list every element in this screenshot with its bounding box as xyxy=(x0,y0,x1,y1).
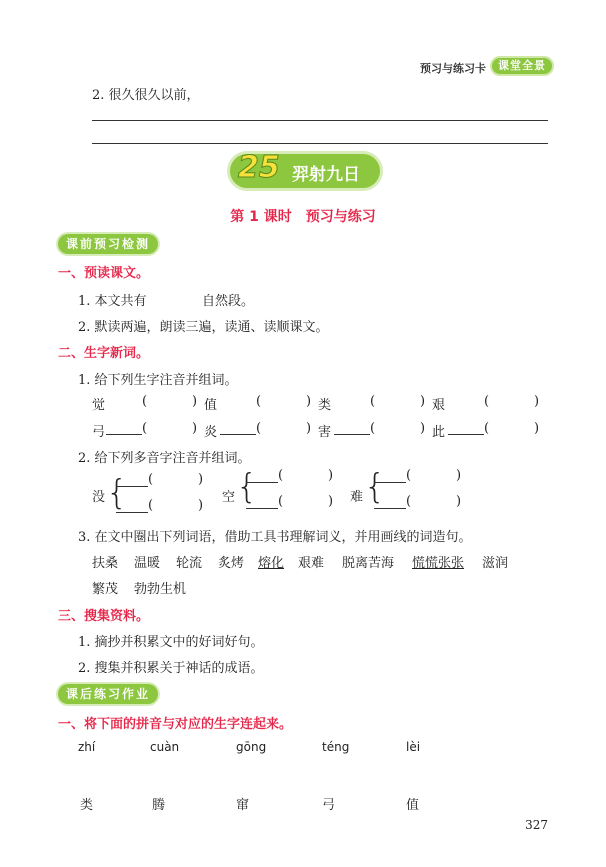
part2-heading: 二、生字新词。 xyxy=(58,346,150,361)
paren-open: ( xyxy=(484,394,490,409)
part3-item1: 1. 摘抄并积累文中的好词好句。 xyxy=(78,635,264,650)
word: 温暖 xyxy=(134,556,161,571)
paren-close: ) xyxy=(534,394,540,409)
blank-line xyxy=(374,508,406,509)
part2-item3: 3. 在文中圈出下列词语，借助工具书理解词义，并用画线的词造句。 xyxy=(78,530,472,545)
word: 勃勃生机 xyxy=(134,582,187,597)
paren-close: ) xyxy=(306,394,312,409)
paren-close: ) xyxy=(420,421,426,436)
brace: { xyxy=(364,467,386,507)
word: 炙烤 xyxy=(218,556,245,571)
paren-close: ) xyxy=(198,472,204,487)
paren-close: ) xyxy=(192,421,198,436)
char-cell: 值 xyxy=(204,398,218,413)
char-cell: 艰 xyxy=(432,398,446,413)
word: 脱离苦海 xyxy=(342,556,395,571)
part1-item2: 2. 默读两遍，朗读三遍，读通、读顺课文。 xyxy=(78,320,329,335)
part3-item2: 2. 搜集并积累关于神话的成语。 xyxy=(78,661,264,676)
blank-line xyxy=(220,434,256,435)
poly-char: 空 xyxy=(222,490,236,505)
paren-open: ( xyxy=(484,421,490,436)
blank-line xyxy=(374,482,406,483)
char-cell: 此 xyxy=(432,425,446,440)
char-cell: 类 xyxy=(318,398,332,413)
blank-line xyxy=(246,508,278,509)
blank-line xyxy=(106,434,142,435)
paren-open: ( xyxy=(256,421,262,436)
blank-line xyxy=(116,512,148,513)
blank-line xyxy=(116,486,148,487)
item2-prompt: 2. 很久很久以前， xyxy=(92,88,200,103)
paren-close: ) xyxy=(534,421,540,436)
paren-open: ( xyxy=(278,494,284,509)
poly-char: 难 xyxy=(350,490,364,505)
poly-char: 没 xyxy=(92,490,106,505)
brace: { xyxy=(106,473,128,513)
char-cell: 弓 xyxy=(92,425,106,440)
word: 轮流 xyxy=(176,556,203,571)
word: 扶桑 xyxy=(92,556,119,571)
blank-line xyxy=(448,434,484,435)
paren-open: ( xyxy=(148,472,154,487)
match-char: 窜 xyxy=(236,798,250,813)
part1-item1-b: 自然段。 xyxy=(202,294,255,309)
pinyin: cuàn xyxy=(150,740,180,754)
word-underlined: 慌慌张张 xyxy=(412,556,465,571)
word-underlined: 熔化 xyxy=(258,556,285,571)
char-cell: 害 xyxy=(318,425,332,440)
header-badge: 课堂全景 xyxy=(490,56,554,76)
char-cell: 炎 xyxy=(204,425,218,440)
paren-close: ) xyxy=(456,468,462,483)
paren-close: ) xyxy=(420,394,426,409)
paren-open: ( xyxy=(406,468,412,483)
paren-open: ( xyxy=(148,498,154,513)
paren-close: ) xyxy=(192,394,198,409)
match-char: 弓 xyxy=(322,798,336,813)
lesson-banner xyxy=(230,150,380,192)
part3-heading: 三、搜集资料。 xyxy=(58,609,150,624)
part2-item2: 2. 给下列多音字注音并组词。 xyxy=(78,451,251,466)
word: 滋润 xyxy=(482,556,509,571)
lesson-number: 25 xyxy=(238,150,280,185)
answer-line-2 xyxy=(92,143,548,144)
pinyin: gōng xyxy=(236,740,267,754)
paren-close: ) xyxy=(328,468,334,483)
pinyin: zhí xyxy=(78,740,96,754)
lesson-subtitle: 第 1 课时 预习与练习 xyxy=(230,209,376,225)
page-number: 327 xyxy=(525,818,548,832)
paren-close: ) xyxy=(306,421,312,436)
paren-open: ( xyxy=(370,421,376,436)
word: 繁茂 xyxy=(92,582,119,597)
match-char: 类 xyxy=(80,798,94,813)
answer-line-1 xyxy=(92,120,548,121)
match-char: 值 xyxy=(406,798,420,813)
pinyin: téng xyxy=(322,740,350,754)
paren-close: ) xyxy=(456,494,462,509)
lesson-title: 羿射九日 xyxy=(292,165,360,185)
brace: { xyxy=(236,467,258,507)
pinyin: lèi xyxy=(406,740,421,754)
match-char: 腾 xyxy=(152,798,166,813)
paren-open: ( xyxy=(370,394,376,409)
part1-heading: 一、预读课文。 xyxy=(58,266,150,281)
part1-item1-a: 1. 本文共有 xyxy=(78,294,147,309)
paren-open: ( xyxy=(406,494,412,509)
header-title: 预习与练习卡 xyxy=(420,62,486,75)
part2-item1: 1. 给下列生字注音并组词。 xyxy=(78,373,238,388)
blank-line xyxy=(246,482,278,483)
paren-open: ( xyxy=(278,468,284,483)
paren-close: ) xyxy=(328,494,334,509)
word: 艰难 xyxy=(298,556,325,571)
paren-close: ) xyxy=(198,498,204,513)
char-cell: 觉 xyxy=(92,398,106,413)
blank-line xyxy=(334,434,370,435)
section-badge-post: 课后练习作业 xyxy=(58,684,158,704)
paren-open: ( xyxy=(256,394,262,409)
exercise1-heading: 一、将下面的拼音与对应的生字连起来。 xyxy=(58,717,293,732)
paren-open: ( xyxy=(142,421,148,436)
section-badge-pre: 课前预习检测 xyxy=(58,234,158,254)
paren-open: ( xyxy=(142,394,148,409)
